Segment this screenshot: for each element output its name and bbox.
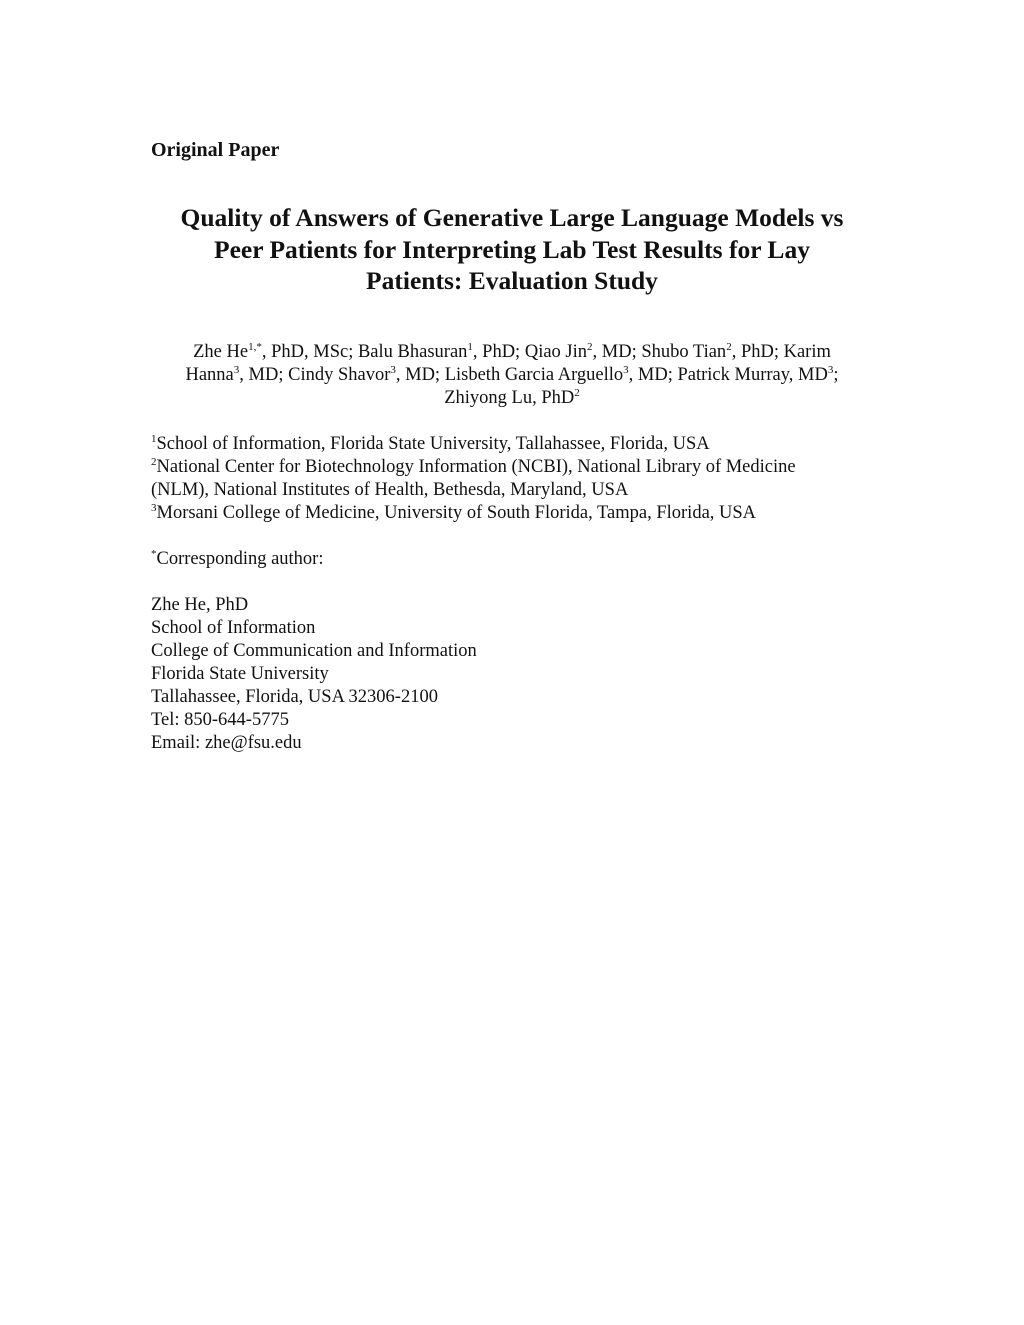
author-name: Qiao Jin <box>524 342 588 362</box>
contact-address: Tallahassee, Florida, USA 32306-2100 <box>151 687 438 707</box>
author-name: Balu Bhasuran <box>357 342 468 362</box>
author-degree: , MD; <box>592 342 642 362</box>
author-degree: , MD; <box>239 365 289 385</box>
author-degree: ; <box>833 365 839 385</box>
author-degree: , MD; <box>395 365 445 385</box>
author-affiliation-marker: 3 <box>233 364 240 376</box>
author-affiliation-marker: 3 <box>623 364 629 376</box>
author-degree: , PhD; Karim <box>731 342 831 362</box>
contact-phone: Tel: 850-644-5775 <box>151 710 289 730</box>
author-name: Patrick Murray, MD <box>677 365 828 385</box>
affiliation-1 <box>151 433 796 456</box>
author-affiliation-marker: 3 <box>827 364 834 376</box>
contact-university: Florida State University <box>151 664 329 684</box>
author-affiliation-marker: 2 <box>726 341 732 353</box>
author-affiliation-marker: 2 <box>587 341 593 353</box>
author-degree: , PhD; <box>472 342 525 362</box>
corresponding-author-heading <box>151 548 324 571</box>
author-line-1 <box>110 341 914 364</box>
author-name: Zhe He <box>193 342 249 362</box>
author-degree: , PhD, MSc; <box>261 342 358 362</box>
affiliation-3 <box>151 502 796 525</box>
contact-college: College of Communication and Information <box>151 641 477 661</box>
affiliation-2-continued: (NLM), National Institutes of Health, Bethesda, Maryland, USA <box>151 480 629 500</box>
affiliation-text: National Center for Biotechnology Information (NCBI), National Library of Medicine <box>156 457 796 477</box>
paper-title <box>120 202 904 297</box>
author-name: Hanna <box>185 365 234 385</box>
contact-school: School of Information <box>151 618 316 638</box>
affiliation-text: Morsani College of Medicine, University of South Florida, Tampa, Florida, USA <box>156 503 757 523</box>
author-name: Cindy Shavor <box>288 365 391 385</box>
author-name: Lisbeth Garcia Arguello <box>444 365 624 385</box>
affiliation-list <box>151 433 796 525</box>
author-affiliation-marker: 3 <box>390 364 396 376</box>
corresponding-marker: * <box>151 548 157 560</box>
article-type-label: Original Paper <box>151 139 280 161</box>
affiliation-number: 2 <box>151 456 157 468</box>
affiliation-number: 3 <box>151 502 157 514</box>
author-affiliation-marker: 1,* <box>248 341 262 353</box>
author-name: Shubo Tian <box>641 342 727 362</box>
author-affiliation-marker: 1 <box>467 341 473 353</box>
title-line-2: Peer Patients for Interpreting Lab Test Results for Lay <box>214 234 810 264</box>
author-line-2 <box>110 364 914 387</box>
affiliation-2 <box>151 456 796 479</box>
author-line-3 <box>110 387 914 410</box>
contact-name: Zhe He, PhD <box>151 595 249 615</box>
corresponding-label: Corresponding author: <box>156 549 324 569</box>
author-degree: , MD; <box>628 365 678 385</box>
author-name: Zhiyong Lu, PhD <box>444 388 575 408</box>
author-affiliation-marker: 2 <box>574 387 580 399</box>
affiliation-number: 1 <box>151 433 157 445</box>
author-list <box>110 341 914 410</box>
contact-block <box>151 594 477 755</box>
affiliation-text: School of Information, Florida State University, Tallahassee, Florida, USA <box>156 434 710 454</box>
title-line-3: Patients: Evaluation Study <box>366 266 658 295</box>
title-line-1: Quality of Answers of Generative Large Language Models vs <box>180 203 844 232</box>
contact-email: Email: zhe@fsu.edu <box>151 733 302 753</box>
